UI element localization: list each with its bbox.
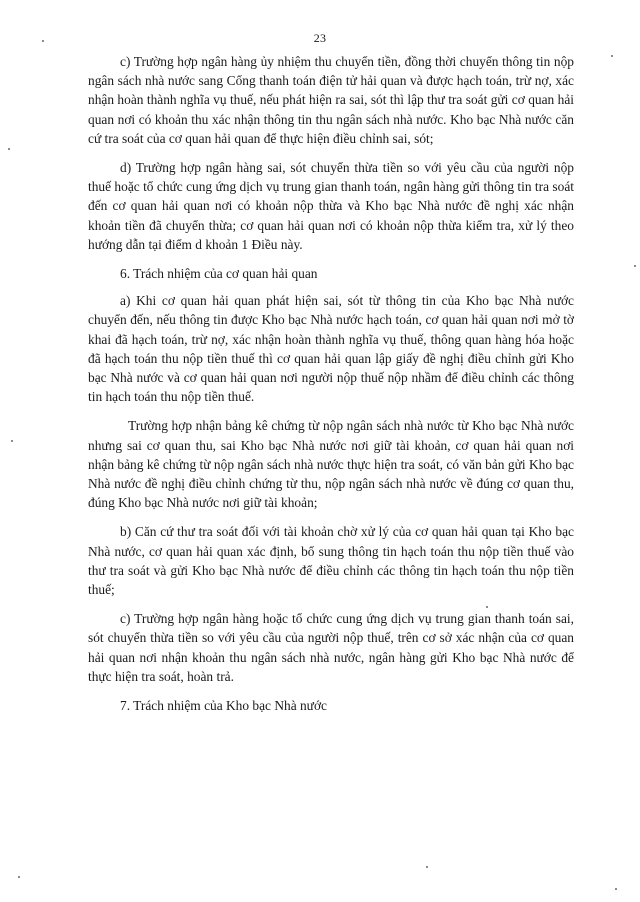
paragraph-d-bank-overpayment: d) Trường hợp ngân hàng sai, sót chuyển thừa tiền so với yêu cầu của người nộp thuế hoặc tổ chức cung ứng dịch vụ trung gian thanh toán, ngân hàng gửi thông tin tra soát đến cơ quan hải quan nơi có khoản nộp thừa và Kho bạc Nhà nước đề nghị xác nhận khoản tiền đã chuyển thừa; cơ quan hải quan nơi có khoản nộp thừa kiểm tra, xử lý theo hướng dẫn tại điểm d khoản 1 Điều này. bbox=[88, 160, 574, 252]
paragraph-c-intermediary-overpayment: c) Trường hợp ngân hàng hoặc tổ chức cung ứng dịch vụ trung gian thanh toán sai, sót chuyển thừa tiền so với yêu cầu của người nộp thuế, trên cơ sở xác nhận của cơ quan hải quan nơi nhận khoản thu ngân sách nhà nước, ngân hàng gửi Kho bạc Nhà nước để thực hiện tra soát, hoàn trả. bbox=[88, 611, 574, 684]
paragraph-a-customs-detection: a) Khi cơ quan hải quan phát hiện sai, sót từ thông tin của Kho bạc Nhà nước chuyển đến, nếu thông tin được Kho bạc Nhà nước hạch toán, cơ quan hải quan nơi mở tờ khai đã hạch toán, trừ nợ, xác nhận hoàn thành nghĩa vụ thuế, thông quan hàng hóa hoặc đã hạch toán thu nộp tiền thuế thì cơ quan hải quan lập giấy đề nghị điều chỉnh gửi Kho bạc Nhà nước và cơ quan hải quan nơi người nộp thuế nộp nhầm để điều chỉnh các thông tin hạch toán thu nộp tiền thuế. bbox=[88, 293, 574, 405]
scan-speck bbox=[8, 148, 10, 150]
scan-speck bbox=[42, 40, 44, 42]
scan-speck bbox=[611, 55, 613, 57]
section-heading-customs-responsibility: 6. Trách nhiệm của cơ quan hải quan bbox=[120, 266, 318, 282]
scan-speck bbox=[426, 866, 428, 868]
paragraph-wrong-revenue-agency: Trường hợp nhận bảng kê chứng từ nộp ngân sách nhà nước từ Kho bạc Nhà nước nhưng sai cơ quan thu, sai Kho bạc Nhà nước nơi giữ tài khoản, cơ quan hải quan nơi nhận bảng kê chứng từ nộp ngân sách nhà nước thực hiện tra soát, có văn bản gửi Kho bạc Nhà nước đề nghị điều chỉnh chứng từ thu, nộp ngân sách nhà nước về đúng cơ quan thu, đúng Kho bạc Nhà nước nơi giữ tài khoản; bbox=[88, 418, 574, 511]
scan-speck bbox=[486, 606, 488, 608]
paragraph-b-pending-account: b) Căn cứ thư tra soát đối với tài khoản chờ xử lý của cơ quan hải quan tại Kho bạc Nhà nước, cơ quan hải quan xác định, bổ sung thông tin hạch toán thu nộp tiền thuế vào thư tra soát và gửi Kho bạc Nhà nước để điều chỉnh các thông tin hạch toán thu nộp tiền thuế; bbox=[88, 524, 574, 598]
scan-speck bbox=[11, 440, 13, 442]
section-heading-treasury-responsibility: 7. Trách nhiệm của Kho bạc Nhà nước bbox=[120, 698, 327, 714]
scan-speck bbox=[615, 888, 617, 890]
page-number: 23 bbox=[313, 31, 327, 45]
paragraph-c-bank-collection: c) Trường hợp ngân hàng ủy nhiệm thu chuyển tiền, đồng thời chuyển thông tin nộp ngân sách nhà nước sang Cổng thanh toán điện tử hải quan và được hạch toán, trừ nợ, xác nhận hoàn thành nghĩa vụ thuế, nếu phát hiện ra sai, sót thì lập thư tra soát gửi cơ quan hải quan nơi có khoản thu xác nhận thông tin thu ngân sách nhà nước. Kho bạc Nhà nước căn cứ tra soát của cơ quan hải quan để thực hiện điều chỉnh sai, sót; bbox=[88, 54, 574, 146]
scan-speck bbox=[634, 265, 636, 267]
document-body bbox=[88, 52, 574, 715]
scan-speck bbox=[18, 876, 20, 878]
